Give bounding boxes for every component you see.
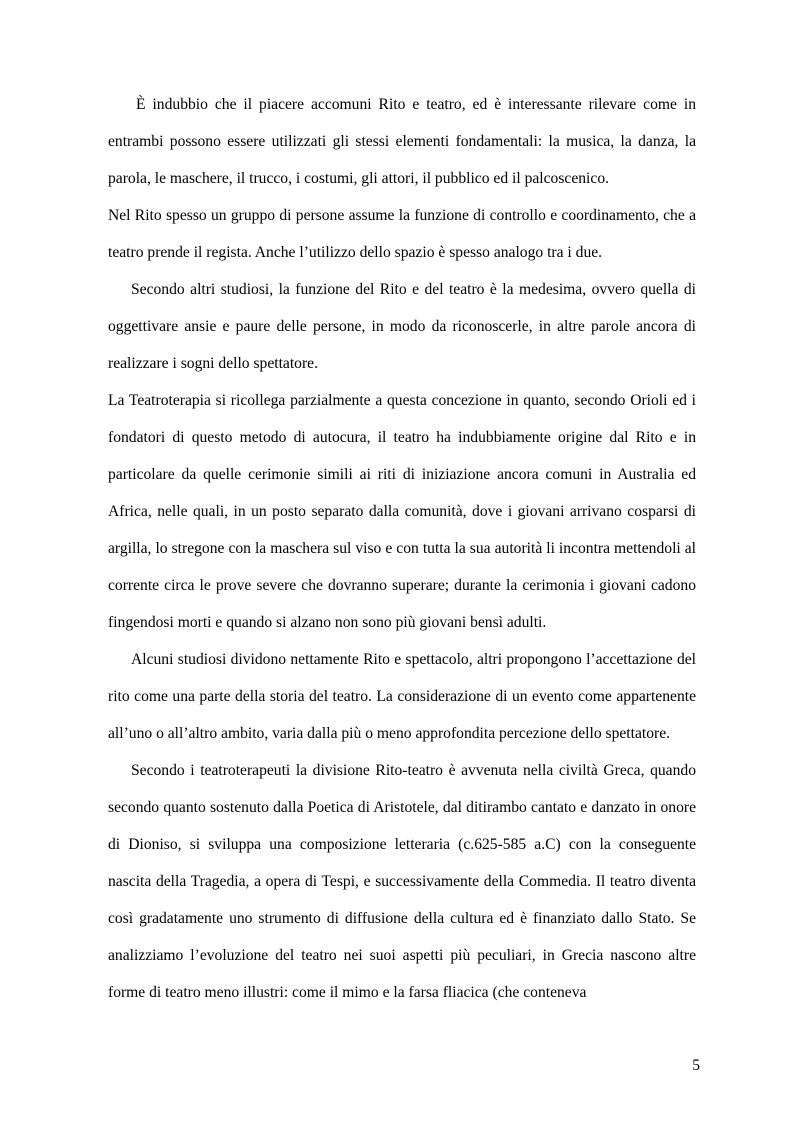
paragraph-4: La Teatroterapia si ricollega parzialmente a questa concezione in quanto, secondo Orioli ed i fondatori di questo metodo di autocura, il teatro ha indubbiamente origine dal Rito e in particolare da quelle cerimonie simili ai riti di iniziazione ancora comuni in Australia ed Africa, nelle quali, in un posto separato dalla comunità, dove i giovani arrivano cosparsi di argilla, lo stregone con la maschera sul viso e con tutta la sua autorità li incontra mettendoli al corrente circa le prove severe che dovranno superare; durante la cerimonia i giovani cadono fingendosi morti e quando si alzano non sono più giovani bensì adulti.: [108, 392, 696, 631]
page-number: 5: [692, 1057, 700, 1074]
paragraph-1: È indubbio che il piacere accomuni Rito e teatro, ed è interessante rilevare come in entrambi possono essere utilizzati gli stessi elementi fondamentali: la musica, la danza, la parola, le maschere, il trucco, i costumi, gli attori, il pubblico ed il palcoscenico.: [108, 96, 696, 187]
paragraph-6: Secondo i teatroterapeuti la divisione Rito-teatro è avvenuta nella civiltà Greca, quando secondo quanto sostenuto dalla Poetica di Aristotele, dal ditirambo cantato e danzato in onore di Dioniso, si sviluppa una composizione letteraria (c.625-585 a.C) con la conseguente nascita della Tragedia, a opera di Tespi, e successivamente della Commedia. Il teatro diventa così gradatamente uno strumento di diffusione della cultura ed è finanziato dallo Stato. Se analizziamo l’evoluzione del teatro nei suoi aspetti più peculiari, in Grecia nascono altre forme di teatro meno illustri: come il mimo e la farsa fliacica (che conteneva: [108, 762, 696, 1001]
paragraph-5: Alcuni studiosi dividono nettamente Rito e spettacolo, altri propongono l’accettazione del rito come una parte della storia del teatro. La considerazione di un evento come appartenente all’uno o all’altro ambito, varia dalla più o meno approfondita percezione dello spettatore.: [108, 651, 696, 742]
paragraph-2: Nel Rito spesso un gruppo di persone assume la funzione di controllo e coordinamento, che a teatro prende il regista. Anche l’utilizzo dello spazio è spesso analogo tra i due.: [108, 207, 696, 261]
paragraph-3: Secondo altri studiosi, la funzione del Rito e del teatro è la medesima, ovvero quella di oggettivare ansie e paure delle persone, in modo da riconoscerle, in altre parole ancora di realizzare i sogni dello spettatore.: [108, 281, 696, 372]
body-text: [108, 86, 696, 1011]
